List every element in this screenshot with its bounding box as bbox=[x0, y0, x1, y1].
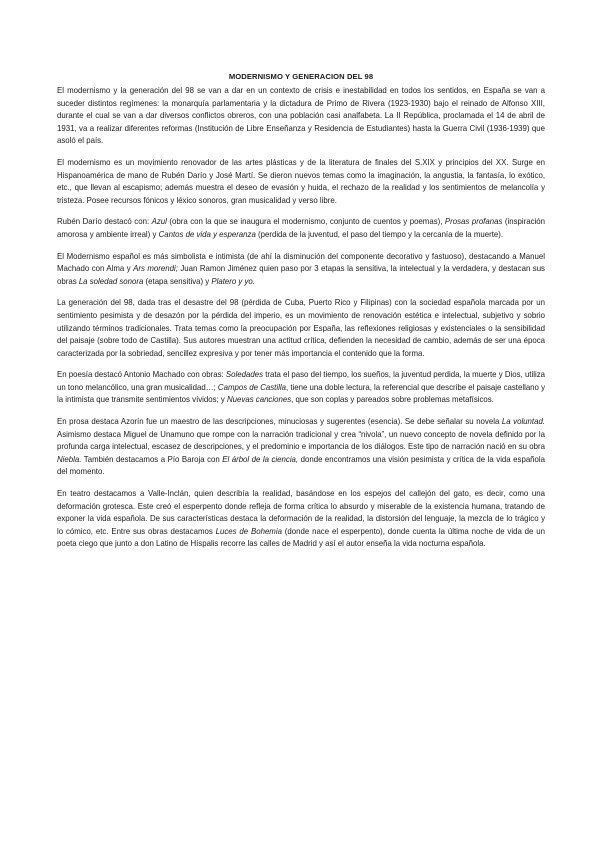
text-run: En teatro destacamos a Valle-Inclán, quien describía la realidad, basándose en los espejos del callejón del gato, es decir, como una deformación grotesca. Este creó el esperpento donde refleja de forma crítica lo absurdo y miserable de la existencia humana, tratando de exponer la vida española. De sus características destaca la deformación de la realidad, la distorsión del lenguaje, la mezcla de lo trágico y lo cómico, etc. Entre sus obras destacamos bbox=[57, 489, 545, 536]
italic-title: El árbol de la ciencia, bbox=[222, 454, 299, 464]
paragraph bbox=[57, 85, 545, 148]
text-run: donde encontramos una visión pesimista y crítica de la vida española del momento. bbox=[57, 454, 546, 477]
text-run: (perdida de la juventud, el paso del tiempo y la cercanía de la muerte). bbox=[255, 229, 504, 239]
text-run: El Modernismo español es más simbolista e intimista (de ahí la disminución del componente decorativo y fastuoso), destacando a Manuel Machado con Alma y bbox=[57, 251, 545, 274]
document-page bbox=[57, 72, 545, 560]
text-run: En poesía destacó Antonio Machado con obras: bbox=[57, 370, 226, 380]
text-run: También destacamos a Pío Baroja con bbox=[81, 454, 223, 464]
italic-title: Luces de Bohemia bbox=[215, 526, 282, 536]
text-run: (obra con la que se inaugura el modernismo, conjunto de cuentos y poemas), bbox=[166, 217, 445, 227]
italic-title: Azul bbox=[151, 217, 167, 227]
text-run: Asimismo destaca Miguel de Unamuno que rompe con la narración tradicional y crea “nivola”, un nuevo concepto de novela definido por la profunda carga intelectual, escasez de descripciones, y el predominio e importancia de los diálogos. Este tipo de narración nació en su obra bbox=[57, 429, 545, 452]
text-run: El modernismo es un movimiento renovador de las artes plásticas y de la literatura de finales del S.XIX y principios del XX. Surge en Hispanoamérica de mano de Rubén Darío y José Martí. Se dieron nuevos temas como la imaginación, la angustia, la fantasía, lo exótico, etc., que llevan al escapismo; además muestra el deseo de evasión y huida, el rechazo de la realidad y los sentimientos de melancolía y tristeza. Posee recursos fónicos y léxico sonoros, gran musicalidad y verso libre. bbox=[57, 157, 545, 205]
text-run: Juan Ramon Jiménez quien paso por 3 etapas la sensitiva, la intelectual y la verdadera, y destacan sus obras bbox=[57, 264, 545, 286]
paragraph bbox=[57, 488, 545, 551]
document-body bbox=[57, 85, 545, 551]
paragraph bbox=[57, 297, 545, 360]
text-run: La generación del 98, dada tras el desastre del 98 (pérdida de Cuba, Puerto Rico y Filipinas) con la sociedad española marcada por un sentimiento pesimista y de desazón por la pérdida del imperio, es un movimiento de renovación estética e intelectual, subjetivo y sobrio utilizando términos tradicionales. Trata temas como la preocupación por España, las reflexiones religiosas y existenciales o la sensibilidad del paisaje (sobre todo de Castilla). Sus autores muestran una actitud crítica, defienden la necesidad de cambio, además de ser una época caracterizada por la sobriedad, sencillez expresiva y por tener más importancia el contenido que la forma. bbox=[57, 298, 545, 358]
paragraph bbox=[57, 369, 545, 407]
italic-title: Niebla. bbox=[57, 454, 82, 464]
italic-title: Platero y yo. bbox=[211, 276, 255, 286]
text-run: trata el paso del tiempo, los sueños, la juventud perdida, la muerte y Dios, utiliza un tono melancólico, una gran musicalidad…; bbox=[57, 370, 545, 392]
italic-title: Cantos de vida y esperanza bbox=[158, 229, 256, 239]
italic-title: Prosas profanas bbox=[444, 217, 503, 227]
paragraph bbox=[57, 251, 545, 289]
italic-title: Campos de Castilla bbox=[217, 382, 286, 392]
paragraph bbox=[57, 157, 545, 207]
text-run: En prosa destaca Azorín fue un maestro de las descripciones, minuciosas y sugerentes (esencia). Se debe señalar su novela bbox=[57, 417, 502, 427]
italic-title: Nuevas canciones bbox=[227, 395, 292, 405]
text-run: (inspiración amorosa y ambiente irreal) y bbox=[57, 217, 545, 239]
paragraph bbox=[57, 416, 545, 479]
text-run: , tiene una doble lectura, la referencial que describe el paisaje castellano y la intimista que transmite sentimientos vívidos; y bbox=[57, 382, 546, 405]
paragraph bbox=[57, 216, 545, 241]
document-title: MODERNISMO Y GENERACION DEL 98 bbox=[228, 72, 374, 81]
italic-title: Soledades bbox=[225, 370, 263, 380]
text-run: El modernismo y la generación del 98 se van a dar en un contexto de crisis e inestabilidad en todos los sentidos, en España se van a suceder distintos regímenes: la monarquía parlamentaria y la dictadura de Primo de Rivera (1923-1930) bajo el reinado de Alfonso XIII, durante el cual se van a dar diversos conflictos obreros, con una población casi analfabeta. La II República, proclamada el 14 de abril de 1931, va a realizar diferentes reformas (Institución de Libre Enseñanza y Residencia de Estudiantes) hasta la Guerra Civil (1936-1939) que asoló el país. bbox=[57, 86, 545, 146]
italic-title: La soledad sonora bbox=[78, 276, 144, 286]
text-run: (donde nace el esperpento), donde cuenta la última noche de vida de un poeta ciego que junto a don Latino de Híspalis recorre las calles de Madrid y así el autor enseña la vida nocturna española. bbox=[57, 526, 545, 549]
text-run: , que son coplas y pareados sobre problemas metafísicos. bbox=[291, 395, 494, 405]
text-run: (etapa sensitiva) y bbox=[143, 276, 212, 286]
text-run: Rubén Darío destacó con: bbox=[57, 217, 152, 227]
italic-title: La voluntad. bbox=[501, 417, 545, 427]
italic-title: Ars morendi; bbox=[133, 264, 178, 274]
